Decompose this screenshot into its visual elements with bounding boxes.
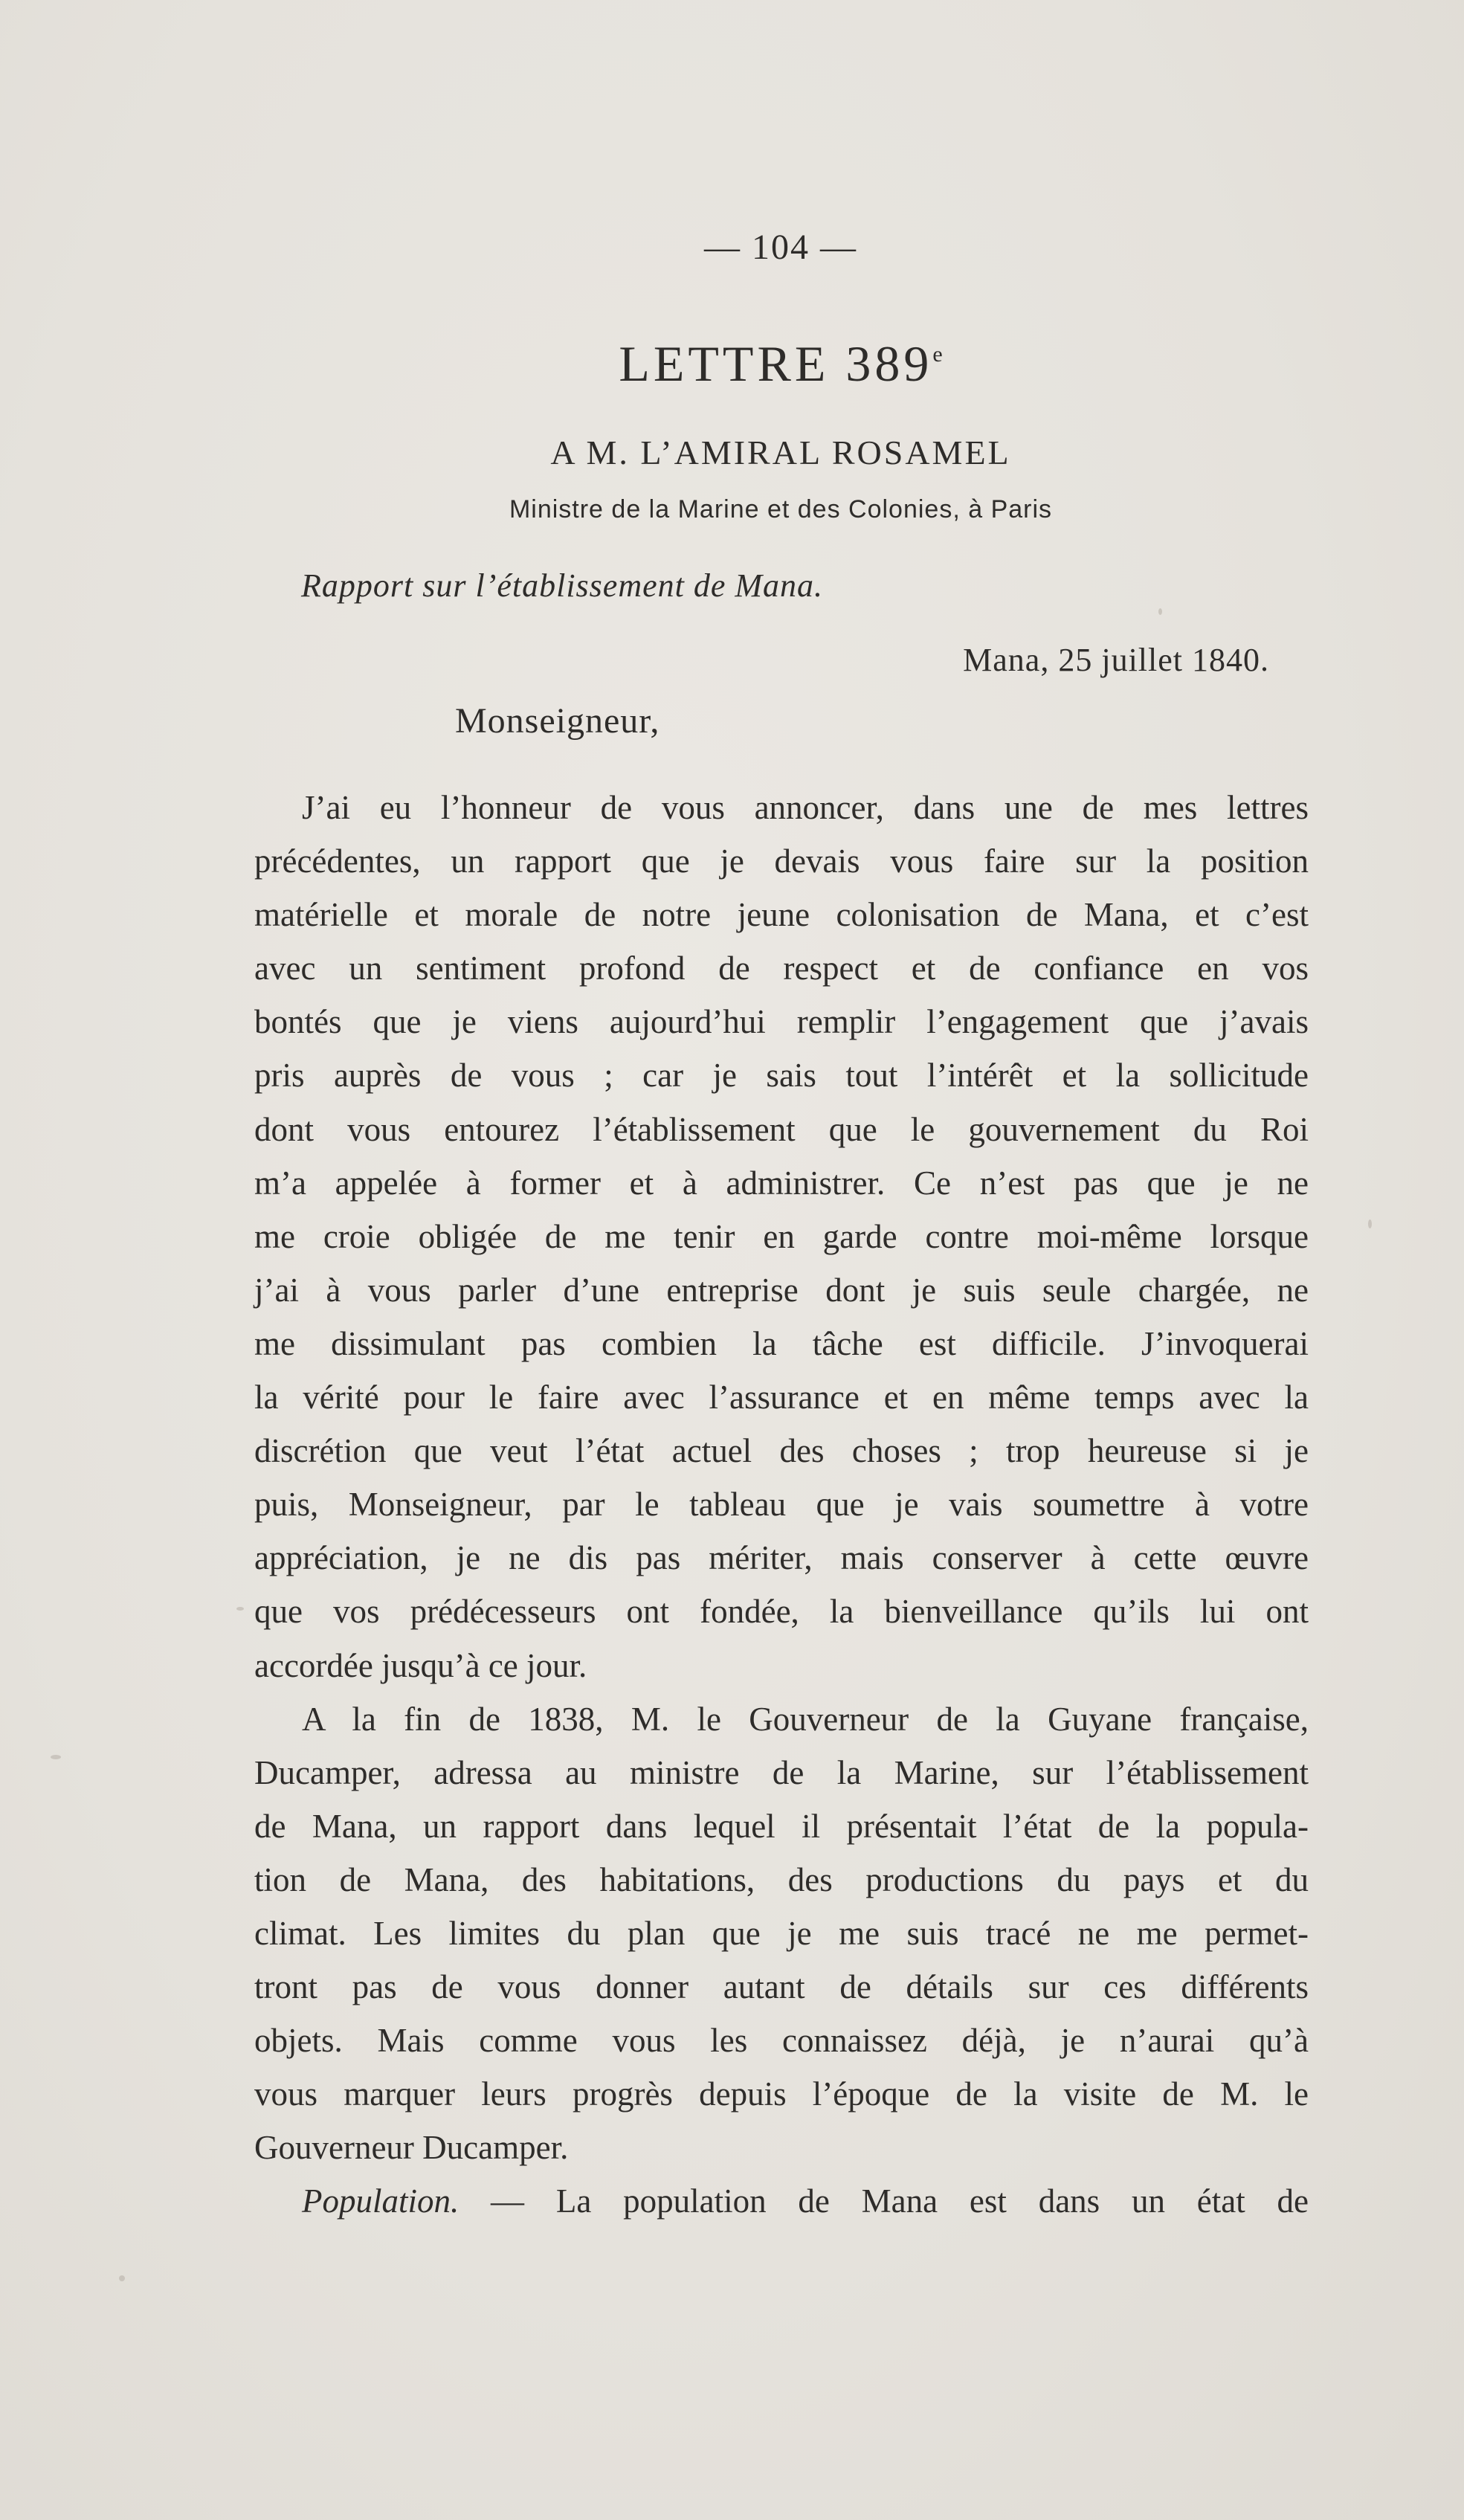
paper-speck <box>1368 1219 1372 1228</box>
body-line: de Mana, un rapport dans lequel il présentait l’état de la popula- <box>254 1807 1309 1845</box>
population-label: Population. <box>302 2182 459 2220</box>
letter-title <box>0 335 1464 393</box>
body-line: J’ai eu l’honneur de vous annoncer, dans une de mes lettres <box>302 789 1309 826</box>
paper-speck <box>1158 608 1162 615</box>
body-line: climat. Les limites du plan que je me suis tracé ne me permet- <box>254 1914 1309 1952</box>
body-line: me dissimulant pas combien la tâche est difficile. J’invoquerai <box>254 1324 1309 1362</box>
body-line: bontés que je viens aujourd’hui remplir l’engagement que j’avais <box>254 1003 1309 1041</box>
letter-title-superscript: e <box>932 342 943 367</box>
salutation: Monseigneur, <box>455 701 660 741</box>
body-line: discrétion que veut l’état actuel des choses ; trop heureuse si je <box>254 1432 1309 1470</box>
paper-speck <box>51 1755 61 1759</box>
body-line: me croie obligée de me tenir en garde contre moi-même lorsque <box>254 1217 1309 1255</box>
dateline: Mana, 25 juillet 1840. <box>963 642 1269 678</box>
body-line: tront pas de vous donner autant de détails sur ces différents <box>254 1968 1309 2006</box>
body-line: puis, Monseigneur, par le tableau que je vais soumettre à votre <box>254 1486 1309 1524</box>
population-text: — La population de Mana est dans un état de <box>459 2182 1309 2220</box>
minister-line: Ministre de la Marine et des Colonies, à Paris <box>509 495 1053 523</box>
letter-title-main: LETTRE 389 <box>619 335 933 392</box>
body-line: Ducamper, adressa au ministre de la Marine, sur l’établissement <box>254 1753 1309 1791</box>
body-line: vous marquer leurs progrès depuis l’époque de la visite de M. le <box>254 2075 1309 2113</box>
body-line: accordée jusqu’à ce jour. <box>254 1646 587 1684</box>
body-line: Gouverneur Ducamper. <box>254 2129 569 2167</box>
addressee: A M. L’AMIRAL ROSAMEL <box>550 434 1011 471</box>
body-line: la vérité pour le faire avec l’assurance et en même temps avec la <box>254 1379 1309 1417</box>
body-line: dont vous entourez l’établissement que le gouvernement du Roi <box>254 1110 1309 1148</box>
letter-subject: Rapport sur l’établissement de Mana. <box>301 567 824 604</box>
body-line: précédentes, un rapport que je devais vous faire sur la position <box>254 842 1309 880</box>
body-line: avec un sentiment profond de respect et de confiance en vos <box>254 950 1309 987</box>
letter-body <box>254 781 1309 2229</box>
body-line: tion de Mana, des habitations, des productions du pays et du <box>254 1860 1309 1898</box>
paper-speck <box>236 1607 244 1611</box>
body-line: matérielle et morale de notre jeune colonisation de Mana, et c’est <box>254 896 1309 934</box>
body-line: A la fin de 1838, M. le Gouverneur de la Guyane française, <box>302 1700 1309 1738</box>
page-number: — 104 — <box>704 228 857 267</box>
body-line: m’a appelée à former et à administrer. Ce n’est pas que je ne <box>254 1164 1309 1202</box>
paper-speck <box>119 2275 125 2281</box>
body-line: que vos prédécesseurs ont fondée, la bienveillance qu’ils lui ont <box>254 1593 1309 1631</box>
body-line: pris auprès de vous ; car je sais tout l’intérêt et la sollicitude <box>254 1057 1309 1095</box>
body-line: j’ai à vous parler d’une entreprise dont je suis seule chargée, ne <box>254 1271 1309 1309</box>
body-line-population <box>254 2174 1309 2228</box>
body-line: appréciation, je ne dis pas mériter, mais conserver à cette œuvre <box>254 1539 1309 1577</box>
body-line: objets. Mais comme vous les connaissez déjà, je n’aurai qu’à <box>254 2022 1309 2060</box>
